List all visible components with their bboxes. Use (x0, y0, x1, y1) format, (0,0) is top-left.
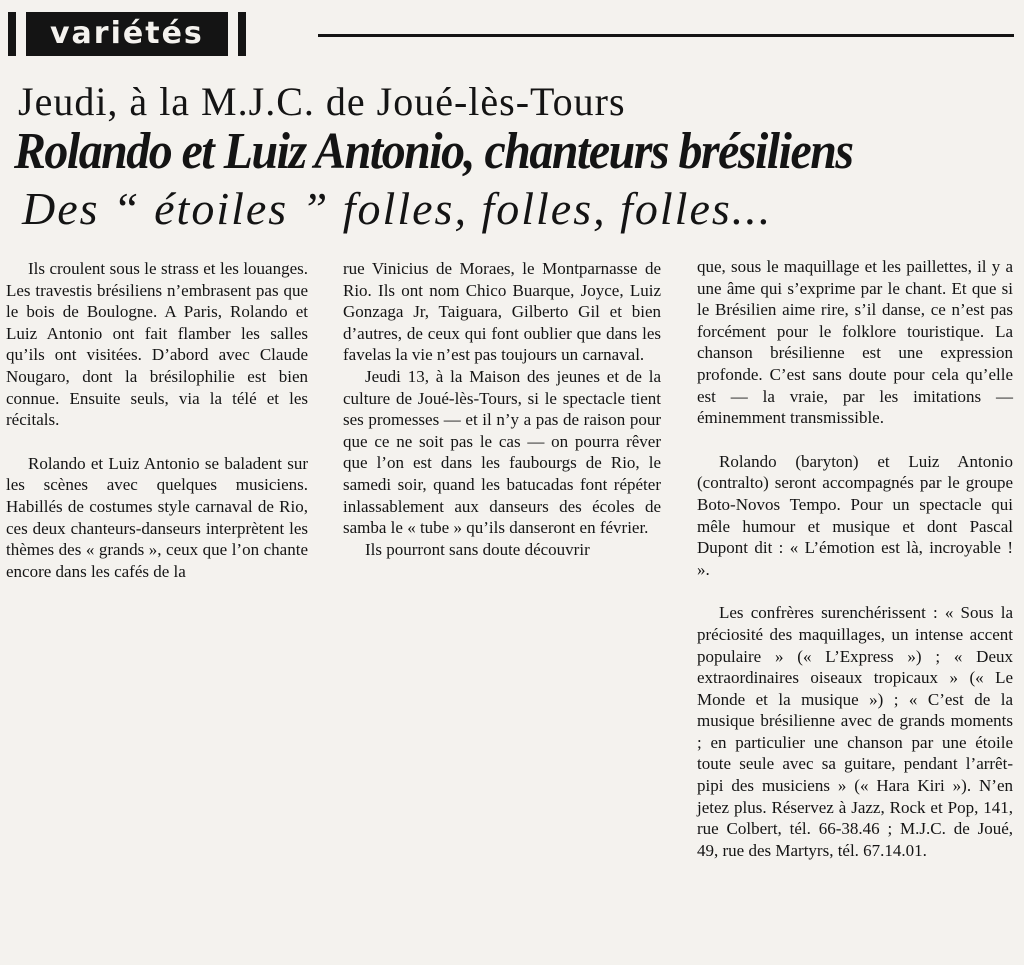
paragraph: que, sous le maquillage et les paillettes, il y a une âme qui s’exprime par le chant. Et que si le Brésilien aime rire, s’il danse, ce n’est pas forcément pour le folklore touristique. La chanson brésilienne est une expression profonde. C’est sans doute pour cela qu’elle est — la vraie, par les imitations — éminemment transmissible. (697, 257, 1013, 428)
article-column-1 (6, 258, 308, 582)
section-header (8, 12, 246, 56)
paragraph: Ils croulent sous le strass et les louanges. Les travestis brésiliens n’embrasent pas que le bois de Boulogne. A Paris, Rolando et Luiz Antonio ont fait flamber les salles qu’ils ont visitées. D’abord avec Claude Nougaro, dont la brésilophilie est bien connue. Ensuite seuls, via la télé et les récitals. (6, 259, 308, 430)
main-headline: Rolando et Luiz Antonio, chanteurs brésiliens (14, 123, 853, 180)
section-rule (318, 34, 1014, 37)
paragraph: Rolando et Luiz Antonio se baladent sur les scènes avec quelques musiciens. Habillés de costumes style carnaval de Rio, ces deux chanteurs-danseurs interprètent les thèmes des « grands », ceux que l’on chante encore dans les cafés de la (6, 453, 308, 581)
kicker-headline: Jeudi, à la M.J.C. de Joué-lès-Tours (18, 79, 626, 124)
section-label: variétés (8, 12, 246, 56)
paragraph: Les confrères surenchérissent : « Sous la préciosité des maquillages, un intense accent populaire » (« L’Express ») ; « Deux extraordinaires oiseaux tropicaux » (« Le Monde et la musique ») ; « C’est de la musique brésilienne avec de grands moments ; en particulier une chanson par une étoile toute seule avec sa guitare, pendant l’arrêt-pipi des musiciens » (« Hara Kiri »). N’en jetez plus. Réservez à Jazz, Rock et Pop, 141, rue Colbert, tél. 66-38.46 ; M.J.C. de Joué, 49, rue des Martyrs, tél. 67.14.01. (697, 603, 1013, 860)
article-column-2 (343, 258, 661, 560)
paragraph: Ils pourront sans doute découvrir (365, 539, 590, 559)
paragraph: Jeudi 13, à la Maison des jeunes et de la culture de Joué-lès-Tours, si le spectacle tient ses promesses — et il n’y a pas de raison pour que ce ne soit pas le cas — on pourra rêver que l’on est dans les faubourgs de Rio, le samedi soir, quand les batucadas font répéter inlassablement aux danseurs des écoles de samba le « tube » qu’ils danseront en février. (343, 366, 661, 538)
article-column-3 (697, 256, 1013, 861)
paragraph: Rolando (baryton) et Luiz Antonio (contralto) seront accompagnés par le groupe Boto-Novos Tempo. Pour un spectacle qui mêle humour et musique et dont Pascal Dupont dit : « L’émotion est là, incroyable ! ». (697, 451, 1013, 579)
paragraph: rue Vinicius de Moraes, le Montparnasse de Rio. Ils ont nom Chico Buarque, Joyce, Luiz Gonzaga Jr, Taiguara, Gilberto Gil et bien d’autres, de ceux qui font oublier que dans les favelas la vie n’est pas toujours un carnaval. (343, 259, 661, 365)
sub-headline: Des “ étoiles ” folles, folles, folles... (22, 183, 773, 234)
